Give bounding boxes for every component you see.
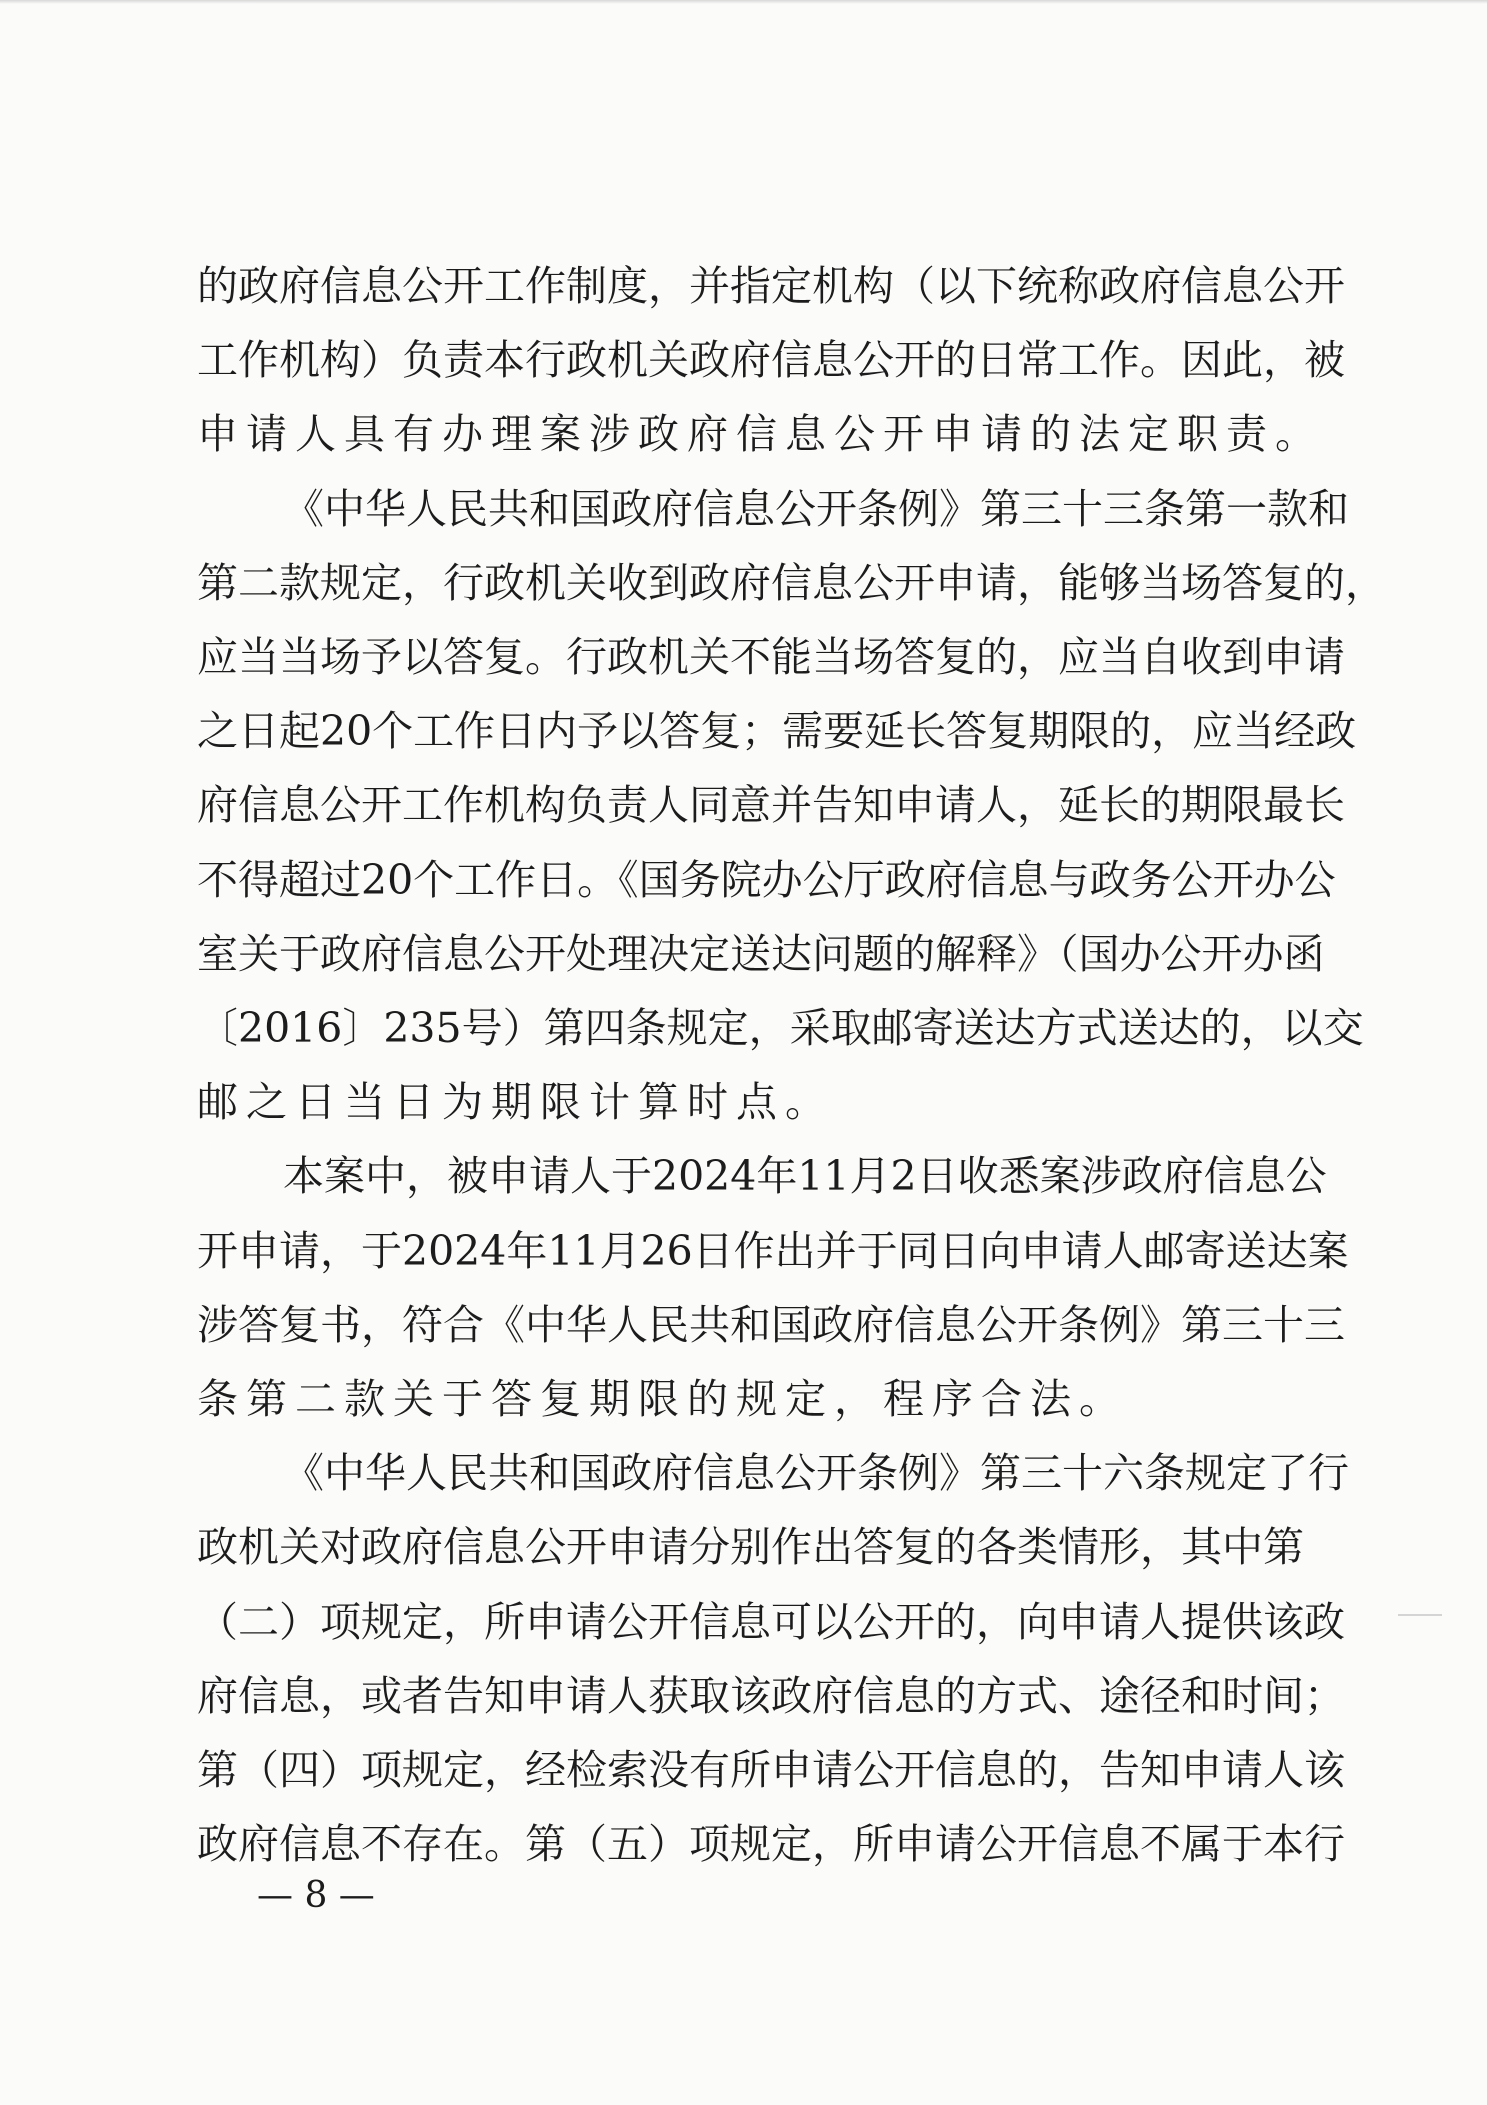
text-line-3: 申请人具有办理案涉政府信息公开申请的法定职责。 xyxy=(197,410,1324,458)
text-line-7: 之日起20个工作日内予以答复；需要延长答复期限的，应当经政 xyxy=(197,707,1357,755)
text-line-4: 《中华人民共和国政府信息公开条例》第三十三条第一款和 xyxy=(283,485,1349,533)
text-line-10: 室关于政府信息公开处理决定送达问题的解释》（国办公开办函 xyxy=(197,930,1325,978)
text-line-17: 《中华人民共和国政府信息公开条例》第三十六条规定了行 xyxy=(283,1449,1349,1497)
text-line-21: 第（四）项规定，经检索没有所申请公开信息的，告知申请人该 xyxy=(197,1746,1345,1794)
text-line-18: 政机关对政府信息公开申请分别作出答复的各类情形，其中第 xyxy=(197,1523,1304,1571)
page-number: — 8 — xyxy=(257,1875,375,1916)
text-line-13: 本案中，被申请人于2024年11月2日收悉案涉政府信息公 xyxy=(283,1152,1327,1200)
margin-mark xyxy=(1398,1614,1442,1616)
text-line-9: 不得超过20个工作日。《国务院办公厅政府信息与政务公开办公 xyxy=(197,856,1336,904)
text-line-8: 府信息公开工作机构负责人同意并告知申请人，延长的期限最长 xyxy=(197,781,1345,829)
text-line-2: 工作机构）负责本行政机关政府信息公开的日常工作。因此，被 xyxy=(197,336,1345,384)
text-line-11: 〔2016〕235号）第四条规定，采取邮寄送达方式送达的，以交 xyxy=(197,1004,1364,1052)
text-line-1: 的政府信息公开工作制度，并指定机构（以下统称政府信息公开 xyxy=(197,262,1345,310)
text-line-12: 邮之日当日为期限计算时点。 xyxy=(197,1078,834,1126)
text-line-5: 第二款规定，行政机关收到政府信息公开申请，能够当场答复的， xyxy=(197,559,1386,607)
text-line-6: 应当当场予以答复。行政机关不能当场答复的，应当自收到申请 xyxy=(197,633,1345,681)
text-line-16: 条第二款关于答复期限的规定，程序合法。 xyxy=(197,1375,1128,1423)
text-line-22: 政府信息不存在。第（五）项规定，所申请公开信息不属于本行 xyxy=(197,1820,1345,1868)
text-line-15: 涉答复书，符合《中华人民共和国政府信息公开条例》第三十三 xyxy=(197,1301,1345,1349)
text-line-14: 开申请，于2024年11月26日作出并于同日向申请人邮寄送达案 xyxy=(197,1227,1349,1275)
text-line-20: 府信息，或者告知申请人获取该政府信息的方式、途径和时间； xyxy=(197,1672,1345,1720)
text-line-19: （二）项规定，所申请公开信息可以公开的，向申请人提供该政 xyxy=(197,1598,1345,1646)
